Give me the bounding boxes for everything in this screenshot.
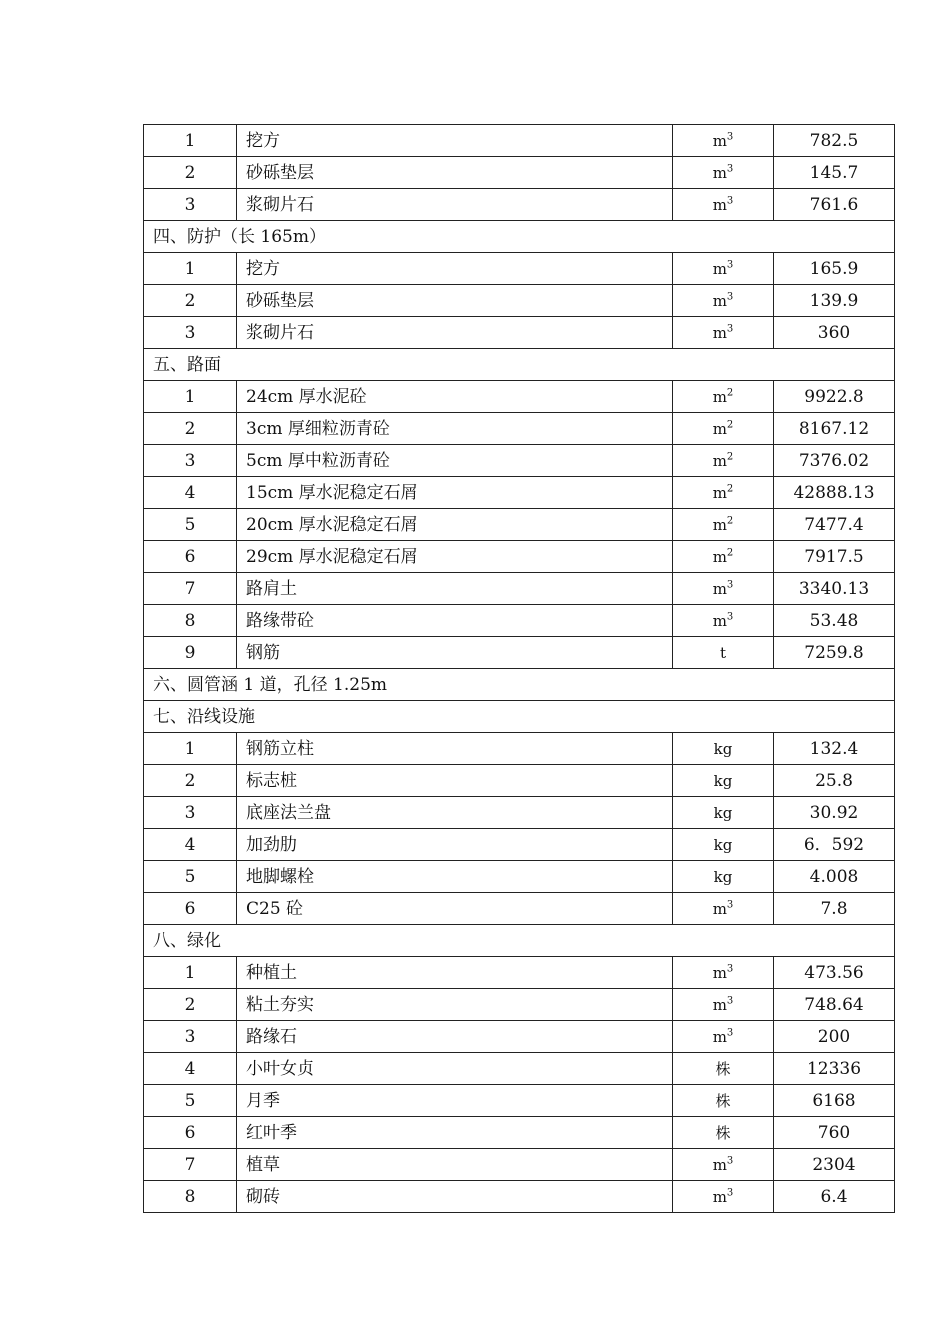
item-quantity: 7917.5 [774, 541, 895, 573]
item-name: 挖方 [237, 125, 673, 157]
unit-base: kg [713, 803, 733, 822]
item-number: 8 [144, 605, 237, 637]
unit-base: kg [713, 771, 733, 790]
item-unit [673, 1053, 774, 1085]
section-title: 四、防护（长 165m） [144, 221, 895, 253]
item-name: 加劲肋 [237, 829, 673, 861]
unit-base: t [719, 643, 727, 662]
item-number: 3 [144, 1021, 237, 1053]
item-number: 1 [144, 253, 237, 285]
item-number: 6 [144, 893, 237, 925]
item-name: 15cm 厚水泥稳定石屑 [237, 477, 673, 509]
unit-exponent: 3 [726, 290, 734, 302]
table-row [144, 445, 895, 477]
item-quantity: 748.64 [774, 989, 895, 1021]
item-quantity: 2304 [774, 1149, 895, 1181]
item-unit [673, 989, 774, 1021]
item-number: 7 [144, 573, 237, 605]
unit-base: m [712, 259, 727, 278]
item-unit [673, 413, 774, 445]
unit-exponent: 2 [726, 418, 734, 430]
item-number: 5 [144, 509, 237, 541]
item-quantity: 7.8 [774, 893, 895, 925]
quantity-table-body [144, 125, 895, 1213]
unit-exponent: 3 [726, 162, 734, 174]
item-number: 3 [144, 797, 237, 829]
unit-base: m [712, 995, 727, 1014]
item-unit [673, 125, 774, 157]
item-unit [673, 765, 774, 797]
unit-base: m [712, 1027, 727, 1046]
item-quantity: 53.48 [774, 605, 895, 637]
item-name: 粘土夯实 [237, 989, 673, 1021]
item-unit [673, 1149, 774, 1181]
item-number: 3 [144, 189, 237, 221]
table-row [144, 317, 895, 349]
item-quantity: 4.008 [774, 861, 895, 893]
unit-base: m [712, 323, 727, 342]
item-unit [673, 1021, 774, 1053]
item-quantity: 9922.8 [774, 381, 895, 413]
item-quantity: 760 [774, 1117, 895, 1149]
section-row [144, 701, 895, 733]
item-unit [673, 445, 774, 477]
item-name: 砌砖 [237, 1181, 673, 1213]
unit-base: kg [713, 835, 733, 854]
item-quantity: 6.4 [774, 1181, 895, 1213]
table-row [144, 1149, 895, 1181]
table-row [144, 797, 895, 829]
unit-base: kg [713, 867, 733, 886]
unit-exponent: 2 [726, 546, 734, 558]
unit-base: 株 [715, 1059, 731, 1078]
item-unit [673, 829, 774, 861]
unit-exponent: 3 [726, 898, 734, 910]
table-row [144, 1117, 895, 1149]
table-row [144, 1053, 895, 1085]
item-quantity: 30.92 [774, 797, 895, 829]
item-quantity: 6168 [774, 1085, 895, 1117]
section-title: 八、绿化 [144, 925, 895, 957]
section-row [144, 669, 895, 701]
item-name: 路缘带砼 [237, 605, 673, 637]
table-row [144, 509, 895, 541]
item-name: 20cm 厚水泥稳定石屑 [237, 509, 673, 541]
unit-base: m [712, 291, 727, 310]
item-number: 7 [144, 1149, 237, 1181]
unit-base: m [712, 451, 727, 470]
unit-base: kg [713, 739, 733, 758]
unit-base: m [712, 419, 727, 438]
item-name: 钢筋立柱 [237, 733, 673, 765]
section-title: 五、路面 [144, 349, 895, 381]
unit-base: m [712, 963, 727, 982]
table-row [144, 189, 895, 221]
section-row [144, 221, 895, 253]
item-unit [673, 317, 774, 349]
item-unit [673, 605, 774, 637]
item-quantity: 165.9 [774, 253, 895, 285]
table-row [144, 1021, 895, 1053]
item-unit [673, 1117, 774, 1149]
unit-base: m [712, 1155, 727, 1174]
item-number: 6 [144, 541, 237, 573]
item-unit [673, 285, 774, 317]
item-quantity: 25.8 [774, 765, 895, 797]
section-title: 六、圆管涵 1 道，孔径 1.25m [144, 669, 895, 701]
unit-base: m [712, 195, 727, 214]
item-unit [673, 477, 774, 509]
section-row [144, 349, 895, 381]
unit-exponent: 3 [726, 962, 734, 974]
table-row [144, 285, 895, 317]
item-unit [673, 637, 774, 669]
unit-exponent: 2 [726, 450, 734, 462]
item-name: 浆砌片石 [237, 317, 673, 349]
item-number: 5 [144, 1085, 237, 1117]
unit-base: m [712, 899, 727, 918]
item-quantity: 132.4 [774, 733, 895, 765]
unit-exponent: 2 [726, 514, 734, 526]
item-name: 红叶季 [237, 1117, 673, 1149]
item-unit [673, 893, 774, 925]
item-quantity: 473.56 [774, 957, 895, 989]
item-name: 地脚螺栓 [237, 861, 673, 893]
table-row [144, 605, 895, 637]
unit-exponent: 3 [726, 1154, 734, 1166]
item-name: 路肩土 [237, 573, 673, 605]
item-name: 29cm 厚水泥稳定石屑 [237, 541, 673, 573]
item-unit [673, 733, 774, 765]
unit-exponent: 3 [726, 130, 734, 142]
item-unit [673, 573, 774, 605]
item-number: 1 [144, 381, 237, 413]
item-number: 1 [144, 957, 237, 989]
quantity-table [143, 124, 895, 1213]
item-name: 24cm 厚水泥砼 [237, 381, 673, 413]
item-number: 2 [144, 157, 237, 189]
table-row [144, 541, 895, 573]
table-row [144, 1181, 895, 1213]
unit-base: m [712, 547, 727, 566]
item-number: 2 [144, 413, 237, 445]
item-quantity: 8167.12 [774, 413, 895, 445]
item-name: 钢筋 [237, 637, 673, 669]
item-unit [673, 861, 774, 893]
item-name: 5cm 厚中粒沥青砼 [237, 445, 673, 477]
item-number: 4 [144, 829, 237, 861]
item-quantity: 7477.4 [774, 509, 895, 541]
unit-base: m [712, 131, 727, 150]
item-number: 2 [144, 285, 237, 317]
item-number: 4 [144, 1053, 237, 1085]
table-row [144, 125, 895, 157]
item-quantity: 42888.13 [774, 477, 895, 509]
table-row [144, 989, 895, 1021]
item-name: 挖方 [237, 253, 673, 285]
item-number: 3 [144, 445, 237, 477]
item-number: 8 [144, 1181, 237, 1213]
table-row [144, 573, 895, 605]
item-name: 标志桩 [237, 765, 673, 797]
unit-exponent: 3 [726, 1186, 734, 1198]
item-quantity: 7259.8 [774, 637, 895, 669]
item-name: 月季 [237, 1085, 673, 1117]
item-number: 4 [144, 477, 237, 509]
item-quantity: 6．592 [774, 829, 895, 861]
unit-exponent: 2 [726, 482, 734, 494]
item-quantity: 12336 [774, 1053, 895, 1085]
unit-exponent: 3 [726, 1026, 734, 1038]
item-name: 3cm 厚细粒沥青砼 [237, 413, 673, 445]
item-number: 6 [144, 1117, 237, 1149]
item-number: 3 [144, 317, 237, 349]
unit-base: m [712, 387, 727, 406]
unit-base: m [712, 515, 727, 534]
table-row [144, 381, 895, 413]
item-unit [673, 157, 774, 189]
table-row [144, 477, 895, 509]
item-name: 砂砾垫层 [237, 157, 673, 189]
item-quantity: 7376.02 [774, 445, 895, 477]
item-name: 路缘石 [237, 1021, 673, 1053]
item-unit [673, 1085, 774, 1117]
unit-exponent: 3 [726, 994, 734, 1006]
item-number: 9 [144, 637, 237, 669]
item-quantity: 360 [774, 317, 895, 349]
item-unit [673, 1181, 774, 1213]
item-quantity: 782.5 [774, 125, 895, 157]
item-name: C25 砼 [237, 893, 673, 925]
item-name: 种植土 [237, 957, 673, 989]
table-row [144, 157, 895, 189]
table-row [144, 893, 895, 925]
item-name: 植草 [237, 1149, 673, 1181]
unit-base: m [712, 163, 727, 182]
item-unit [673, 189, 774, 221]
table-row [144, 413, 895, 445]
table-row [144, 861, 895, 893]
item-number: 1 [144, 733, 237, 765]
unit-exponent: 3 [726, 194, 734, 206]
unit-exponent: 2 [726, 386, 734, 398]
item-unit [673, 509, 774, 541]
table-row [144, 1085, 895, 1117]
item-number: 1 [144, 125, 237, 157]
section-title: 七、沿线设施 [144, 701, 895, 733]
item-quantity: 761.6 [774, 189, 895, 221]
table-row [144, 765, 895, 797]
item-quantity: 145.7 [774, 157, 895, 189]
item-name: 浆砌片石 [237, 189, 673, 221]
item-number: 5 [144, 861, 237, 893]
unit-exponent: 3 [726, 578, 734, 590]
item-quantity: 200 [774, 1021, 895, 1053]
item-unit [673, 957, 774, 989]
unit-base: m [712, 483, 727, 502]
item-unit [673, 797, 774, 829]
unit-base: m [712, 579, 727, 598]
unit-base: 株 [715, 1123, 731, 1142]
table-row [144, 733, 895, 765]
item-name: 砂砾垫层 [237, 285, 673, 317]
table-row [144, 253, 895, 285]
item-quantity: 139.9 [774, 285, 895, 317]
item-quantity: 3340.13 [774, 573, 895, 605]
item-name: 底座法兰盘 [237, 797, 673, 829]
item-number: 2 [144, 989, 237, 1021]
unit-base: 株 [715, 1091, 731, 1110]
item-number: 2 [144, 765, 237, 797]
unit-base: m [712, 1187, 727, 1206]
table-row [144, 957, 895, 989]
unit-exponent: 3 [726, 258, 734, 270]
table-row [144, 637, 895, 669]
section-row [144, 925, 895, 957]
unit-exponent: 3 [726, 610, 734, 622]
unit-exponent: 3 [726, 322, 734, 334]
item-name: 小叶女贞 [237, 1053, 673, 1085]
item-unit [673, 541, 774, 573]
item-unit [673, 253, 774, 285]
table-row [144, 829, 895, 861]
item-unit [673, 381, 774, 413]
unit-base: m [712, 611, 727, 630]
